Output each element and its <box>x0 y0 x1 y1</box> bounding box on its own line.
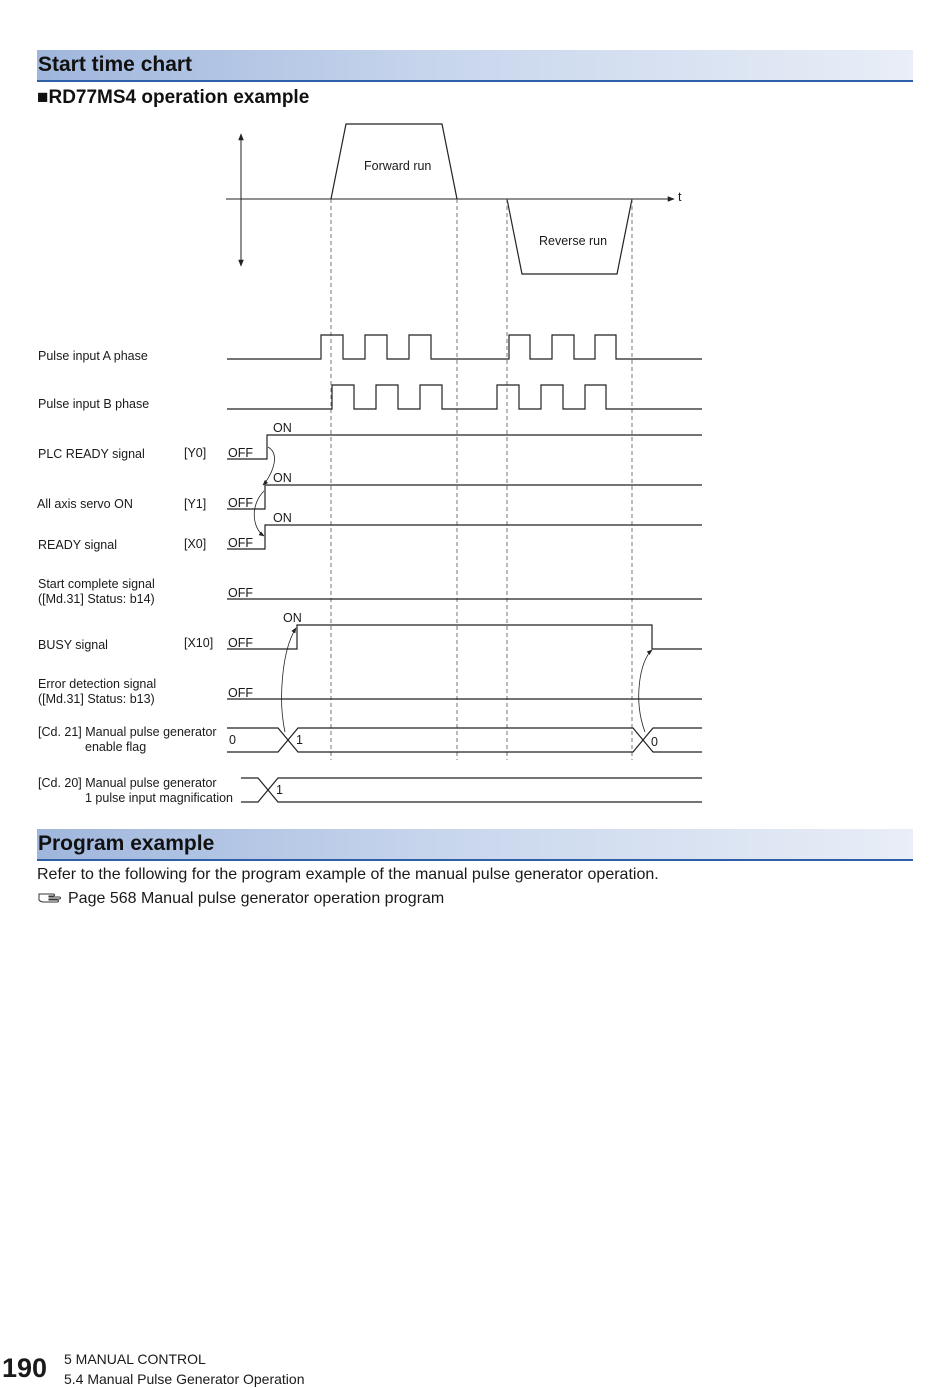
cd21-value-0-end: 0 <box>651 735 658 749</box>
signal-label: READY signal <box>38 538 117 552</box>
section-header-program-example <box>37 829 913 861</box>
plc-ready-on: ON <box>273 421 292 435</box>
signal-device: [X10] <box>184 636 214 650</box>
time-axis-label: t <box>678 190 682 204</box>
forward-run-label: Forward run <box>364 159 432 173</box>
ready-on: ON <box>273 511 292 525</box>
signal-label-line2: 1 pulse input magnification <box>85 791 234 805</box>
cd21-value-0: 0 <box>229 733 236 747</box>
servo-on-waveform <box>227 485 702 509</box>
dashed-guides <box>331 199 632 760</box>
servo-on-on: ON <box>273 471 292 485</box>
signal-label: All axis servo ON <box>37 497 133 511</box>
plc-ready-waveform <box>227 435 702 459</box>
signal-label: Error detection signal <box>38 677 157 691</box>
signal-label: Pulse input A phase <box>38 349 148 363</box>
page-number: 190 <box>2 1353 48 1383</box>
subheading-operation-example: ■RD77MS4 operation example <box>37 87 310 108</box>
error-off: OFF <box>228 686 253 700</box>
pulse-b-waveform <box>227 385 702 409</box>
start-complete-off: OFF <box>228 586 253 600</box>
signal-label-line2: ([Md.31] Status: b13) <box>38 692 155 706</box>
plc-ready-off: OFF <box>228 446 253 460</box>
signal-label: Start complete signal <box>38 577 155 591</box>
signal-label: Pulse input B phase <box>38 397 150 411</box>
program-description: Refer to the following for the program example of the manual pulse generator operation. <box>37 866 659 883</box>
signal-label-line2: ([Md.31] Status: b14) <box>38 592 155 606</box>
servo-on-off: OFF <box>228 496 253 510</box>
busy-on: ON <box>283 611 302 625</box>
page-reference-text: Page 568 Manual pulse generator operation program <box>68 890 445 907</box>
signal-label: [Cd. 20] Manual pulse generator <box>38 776 217 790</box>
signal-label: [Cd. 21] Manual pulse generator <box>38 725 217 739</box>
cd20-waveform <box>241 778 702 802</box>
pointing-hand-icon <box>37 889 65 905</box>
section-title: Program example <box>38 832 215 855</box>
signal-device: [X0] <box>184 537 207 551</box>
ready-off: OFF <box>228 536 253 550</box>
cd21-value-1: 1 <box>296 733 303 747</box>
footer-chapter: 5 MANUAL CONTROL <box>64 1351 206 1367</box>
signal-label-line2: enable flag <box>85 740 147 754</box>
signal-label: BUSY signal <box>38 638 108 652</box>
causal-arrows <box>254 447 652 732</box>
signal-device: [Y0] <box>184 446 207 460</box>
section-title: Start time chart <box>38 53 193 76</box>
footer-section: 5.4 Manual Pulse Generator Operation <box>64 1371 305 1387</box>
page-reference-link[interactable] <box>37 889 444 908</box>
signal-label: PLC READY signal <box>38 447 145 461</box>
ready-waveform <box>227 525 702 549</box>
busy-off: OFF <box>228 636 253 650</box>
reverse-run-label: Reverse run <box>539 234 608 248</box>
busy-waveform <box>227 625 702 649</box>
pulse-a-waveform <box>227 335 702 359</box>
signal-device: [Y1] <box>184 497 207 511</box>
cd20-value-1: 1 <box>276 783 283 797</box>
